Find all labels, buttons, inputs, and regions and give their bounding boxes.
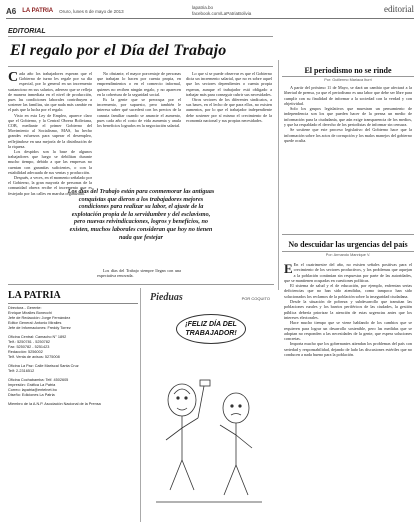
masthead-line: Telf. Venta de avisos: 5275008 bbox=[8, 355, 60, 359]
section-name: editorial bbox=[384, 4, 414, 14]
paragraph: Visto en esta Ley de Empleo, aparece claro que el Gobierno, y la Central Obrera Boliviana, COB, mediante el primer Gobierno del Movimiento al Socialismo, MAS, ha hecho grandes esfuerzos para superar el desempleo, reflejándose en una mejoría de la distribución de la riqueza. bbox=[8, 112, 92, 149]
article-title-periodismo: El periodismo no se rinde bbox=[304, 66, 392, 75]
paragraph: Los despidos son la base de algunos trabajadores que luego se debilitan durante mucho tiempo, debido a que las empresas no cuentan con garantías suficientes, o con la estabilidad adecuada de sus ventas y producción. bbox=[8, 149, 92, 175]
facebook-link[interactable]: facebook.com/LaPatriaBolivia bbox=[192, 11, 252, 16]
drop-cap: C bbox=[8, 71, 19, 85]
masthead-line: Directora - Gerente: bbox=[8, 306, 42, 310]
masthead-line: Impresión: Gráfica La Patria bbox=[8, 383, 56, 387]
bottom-divider bbox=[8, 284, 274, 285]
issue-date: Oruro, lunes 6 de mayo de 2013 bbox=[59, 8, 124, 14]
page-header bbox=[6, 4, 414, 18]
website-link[interactable]: lapatria.bo bbox=[192, 5, 214, 10]
pull-quote: Los días del Trabajo están para conmemorar las antiguas conquistas que dieron a los trabajadores mejores condiciones para realizar su labor, el ajuste de la explotación propia de la servidumbre y del esclavismo, pero nuevas reivindicaciones, logros y beneficios, no existen, muchos laborales consideran que hoy no tienen nada que festejar bbox=[67, 188, 215, 241]
paragraph: Solo los grupos legislativos que muestran un pensamiento de independencia son los que pueden hacer de la prensa un medio de información para la ciudadanía, que aún exige transparencia de los medios, y que ha respaldado el derecho de los periodistas de informar sin censura. bbox=[284, 106, 412, 128]
masthead-line: Editor General: Antonio Miralles bbox=[8, 321, 62, 325]
editorial-label: EDITORIAL bbox=[8, 28, 46, 35]
header-web bbox=[192, 5, 251, 17]
editorial-rule-top bbox=[8, 36, 273, 37]
cartoon-banner: ¡FELIZ DÍA DEL TRABAJADOR! bbox=[176, 314, 246, 344]
masthead-line: Telf: 2-2316512 bbox=[8, 369, 35, 373]
masthead-line: Enrique Miralles Bonecchi bbox=[8, 311, 52, 315]
masthead-line: Diseño: Ediciones La Patria bbox=[8, 393, 55, 397]
masthead-line: Telf.: 5250781 - 5250782 bbox=[8, 340, 51, 344]
masthead bbox=[8, 290, 138, 522]
paragraph: El sistema de salud y el de educación, por ejemplo, enfrentan serias deficiencias que no han sido atendidas, como tampoco han sido solucionados los reclamos de la población sobre la inseguridad ciudadana. bbox=[284, 283, 412, 299]
paragraph: Es la gente que se preocupa por el incremento, por supuesto, pero también le interesa saber qué sucederá con los precios de la canasta familiar cuando se anuncie el aumento, pues cada año el costo de vida aumenta y anula los beneficios logrados en la negociación salarial. bbox=[97, 97, 181, 129]
article-author: Por: Armando Manrique V. bbox=[325, 253, 371, 257]
article-body-urgencias bbox=[284, 262, 412, 522]
page-number: A6 bbox=[6, 6, 17, 16]
masthead-line: Redacción: 5256002 bbox=[8, 350, 43, 354]
editorial-column-2 bbox=[97, 71, 181, 186]
masthead-line: Miembro de la A.N.P. Asociación Nacional de la Prensa bbox=[8, 402, 101, 406]
masthead-line: Oficina La Paz: Calle Mariscal Santa Cruz bbox=[8, 364, 79, 368]
paragraph: Se sostiene que este proceso legislativo del Gobierno hace que la información sobre los actos de corrupción y los malos manejos del gobierno quede oculta. bbox=[284, 127, 412, 143]
paragraph: Hace mucho tiempo que se viene hablando de los cambios que se requieren para lograr un desarrollo sostenible, pero las medidas que se adoptan no responden a las necesidades de la gente, que espera soluciones concretas. bbox=[284, 320, 412, 342]
editorial-column-3 bbox=[186, 71, 272, 276]
paragraph: Después, a veces, en el momento señalado por el Gobierno, la gran mayoría de personas de la comunidad obrera recibe el incremento que es festejado por las calles en marcha organizada. bbox=[8, 175, 92, 196]
masthead-line: Fax: 5250782 - 5251423 bbox=[8, 345, 50, 349]
article-body-periodismo bbox=[284, 85, 412, 225]
masthead-line: Oficina Cochabamba: Telf. 4502605 bbox=[8, 378, 69, 382]
title-rule bbox=[282, 76, 414, 77]
header-divider bbox=[6, 18, 414, 19]
cartoon-author: POR COQUITO bbox=[241, 296, 270, 301]
editorial-title: El regalo por el Día del Trabajo bbox=[10, 42, 227, 59]
cartoon-drawing bbox=[144, 290, 274, 522]
title-rule bbox=[282, 251, 414, 252]
paragraph: Otros sectores de los diferentes sindicatos, a sus bases, en el lecho de que para ellos, no existen aumentos, por lo que el trabajador independiente debe sostener por sí mismo el crecimiento de la economía nacional y sus propias necesidades. bbox=[186, 97, 272, 123]
paragraph: Los días del Trabajo siempre llegan con una expectativa renovada. bbox=[97, 268, 181, 278]
editorial-column-2-bottom bbox=[97, 268, 181, 278]
masthead-line: Jefe de Redacción: Jorge Fernández bbox=[8, 316, 71, 320]
masthead-line: Oficina Central: Camacho N° 1892 bbox=[8, 335, 67, 339]
drop-cap: E bbox=[284, 262, 293, 276]
article-divider bbox=[282, 234, 414, 235]
masthead-line: Correo: lapatria@entelnet.bo bbox=[8, 388, 57, 392]
column-divider bbox=[278, 60, 279, 290]
newspaper-logo: LA PATRIA bbox=[22, 8, 54, 14]
paragraph: Importa mucho que los gobernantes atiendan los problemas del país con seriedad y responsabilidad, dejando de lado las discusiones estériles que no conducen a nada bueno para la población. bbox=[284, 341, 412, 358]
paragraph: A partir del próximo 11 de Mayo, se dará un cambio que afectará a la libertad de prensa, ya que el periodismo es una labor que debe ser libre para cumplir con su finalidad de informar a la sociedad con la verdad y con objetividad. bbox=[284, 85, 412, 106]
column-divider bbox=[140, 288, 141, 522]
cartoon-title: Pieduas bbox=[150, 292, 183, 303]
paragraph: Lo que sí se puede observar es que el Gobierno dicta un incremento salarial, que no es sobre aquel que los sectores dependientes o cuenta propia esperan, aunque el trabajador está obligado a trabajar más para conseguir cubrir sus necesidades. bbox=[186, 71, 272, 97]
editorial-rule-bottom bbox=[8, 66, 273, 67]
masthead-line: Jefe de Informaciones: Freddy Torrez bbox=[8, 326, 71, 330]
paragraph: ada año los trabajadores esperan que el Gobierno de turno les regale por su día especial, por lo general en un incremento sustancioso en sus salarios, aderezo que se refleja de manera inmediata en el nivel de producción, pues las condiciones laborales contribuyen a sostener las familias, sin que nada más cambie en el país que la lucha por el regalo. bbox=[8, 71, 92, 113]
cartoon bbox=[144, 290, 274, 522]
editorial-column-1 bbox=[8, 71, 92, 276]
paragraph: En el cuatrimestre del año, no existen señales positivas para el crecimiento de los sectores productivos, y los problemas que aquejan a la población continúan sin respuestas por parte de las autoridades, que se mantienen ocupadas en cuestiones políticas. bbox=[284, 262, 412, 283]
article-author: Por: Guillermo Mariaca Iturri bbox=[324, 78, 372, 82]
paragraph: No obstante, el mayor porcentaje de personas que trabajan lo hacen por cuenta propia, en emprendimientos o en el comercio informal, quienes no reciben ningún regalo, y no aparecen en la cobertura de la seguridad social. bbox=[97, 71, 181, 97]
masthead-logo: LA PATRIA bbox=[8, 290, 138, 304]
article-title-urgencias: No descuidar las urgencias del país bbox=[288, 240, 408, 249]
paragraph: Desde la situación de pobreza y subdesarrollo que transitan las poblaciones rurales y los barrios periféricos de las ciudades, la gestión pública debería priorizar la atención de estas urgencias antes que los intereses electorales. bbox=[284, 299, 412, 320]
